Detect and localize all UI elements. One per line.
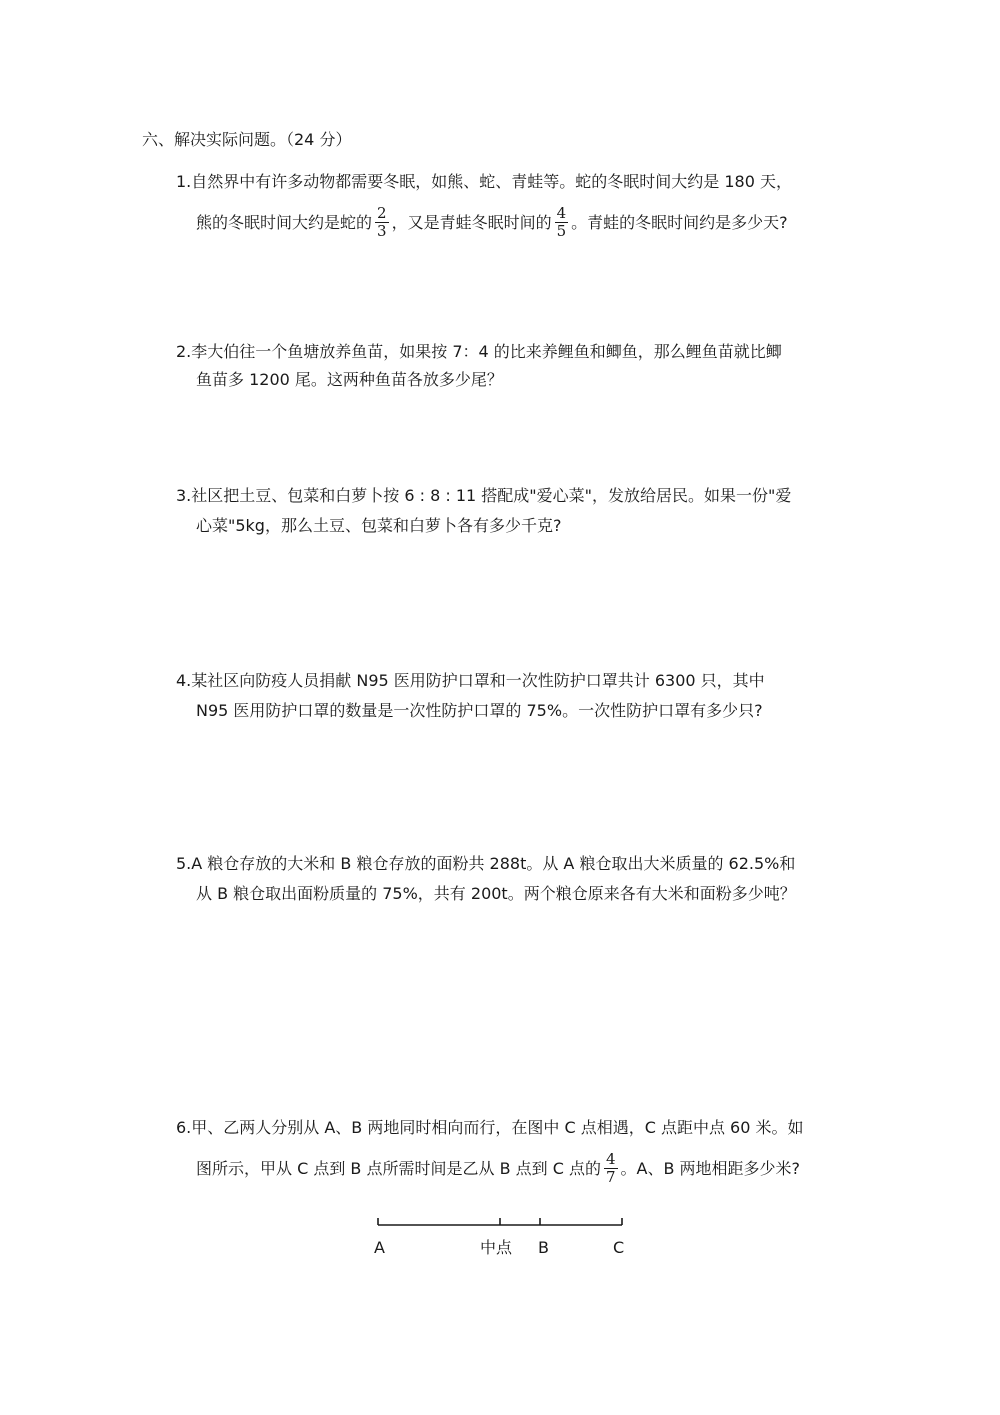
fraction-two-thirds bbox=[375, 205, 389, 240]
problem-1-text-b: ，又是青蛙冬眠时间的 bbox=[391, 213, 552, 232]
problem-5-line-1: 5.A 粮仓存放的大米和 B 粮仓存放的面粉共 288t。从 A 粮仓取出大米质量的 62.5%和 bbox=[176, 854, 796, 873]
fraction-four-fifths bbox=[555, 205, 569, 240]
problem-6-text-a: 图所示，甲从 C 点到 B 点所需时间是乙从 B 点到 C 点的 bbox=[196, 1159, 601, 1178]
fraction-numerator: 4 bbox=[606, 1150, 616, 1168]
problem-4-line-2: N95 医用防护口罩的数量是一次性防护口罩的 75%。一次性防护口罩有多少只? bbox=[196, 701, 763, 720]
problem-6-line-1: 6.甲、乙两人分别从 A、B 两地同时相向而行，在图中 C 点相遇，C 点距中点 60 米。如 bbox=[176, 1118, 804, 1137]
problem-4-line-1: 4.某社区向防疫人员捐献 N95 医用防护口罩和一次性防护口罩共计 6300 只，其中 bbox=[176, 671, 765, 690]
section-title: 六、解决实际问题。（24 分） bbox=[142, 130, 352, 149]
problem-6-line-2 bbox=[196, 1152, 800, 1187]
problem-3-line-2: 心菜"5kg，那么土豆、包菜和白萝卜各有多少千克? bbox=[196, 516, 562, 535]
problem-2-line-1: 2.李大伯往一个鱼塘放养鱼苗，如果按 7：4 的比来养鲤鱼和鲫鱼，那么鲤鱼苗就比鲫 bbox=[176, 342, 782, 361]
problem-3-line-1: 3.社区把土豆、包菜和白萝卜按 6 : 8 : 11 搭配成"爱心菜"，发放给居民。如果一份"爱 bbox=[176, 486, 792, 505]
problem-1-text-a: 熊的冬眠时间大约是蛇的 bbox=[196, 213, 373, 232]
problem-2-line-2: 鱼苗多 1200 尾。这两种鱼苗各放多少尾？ bbox=[196, 370, 503, 389]
problem-1-line-2 bbox=[196, 206, 788, 241]
problem-5-line-2: 从 B 粮仓取出面粉质量的 75%，共有 200t。两个粮仓原来各有大米和面粉多少吨？ bbox=[196, 884, 796, 903]
label-c: C bbox=[613, 1238, 625, 1257]
label-b: B bbox=[538, 1238, 549, 1257]
fraction-denominator: 5 bbox=[556, 222, 567, 240]
problem-6-text-b: 。A、B 两地相距多少米? bbox=[620, 1159, 801, 1178]
segment-diagram bbox=[370, 1210, 640, 1260]
fraction-denominator: 3 bbox=[377, 222, 387, 240]
fraction-denominator: 7 bbox=[606, 1168, 616, 1186]
label-a: A bbox=[374, 1238, 385, 1257]
fraction-numerator: 4 bbox=[556, 204, 567, 222]
fraction-numerator: 2 bbox=[377, 204, 387, 222]
fraction-four-sevenths bbox=[604, 1151, 618, 1186]
problem-1-text-c: 。青蛙的冬眠时间约是多少天? bbox=[571, 213, 788, 232]
segment-diagram-svg bbox=[370, 1210, 640, 1240]
label-midpoint: 中点 bbox=[480, 1238, 513, 1257]
problem-1-line-1: 1.自然界中有许多动物都需要冬眠，如熊、蛇、青蛙等。蛇的冬眠时间大约是 180 天， bbox=[176, 172, 792, 191]
